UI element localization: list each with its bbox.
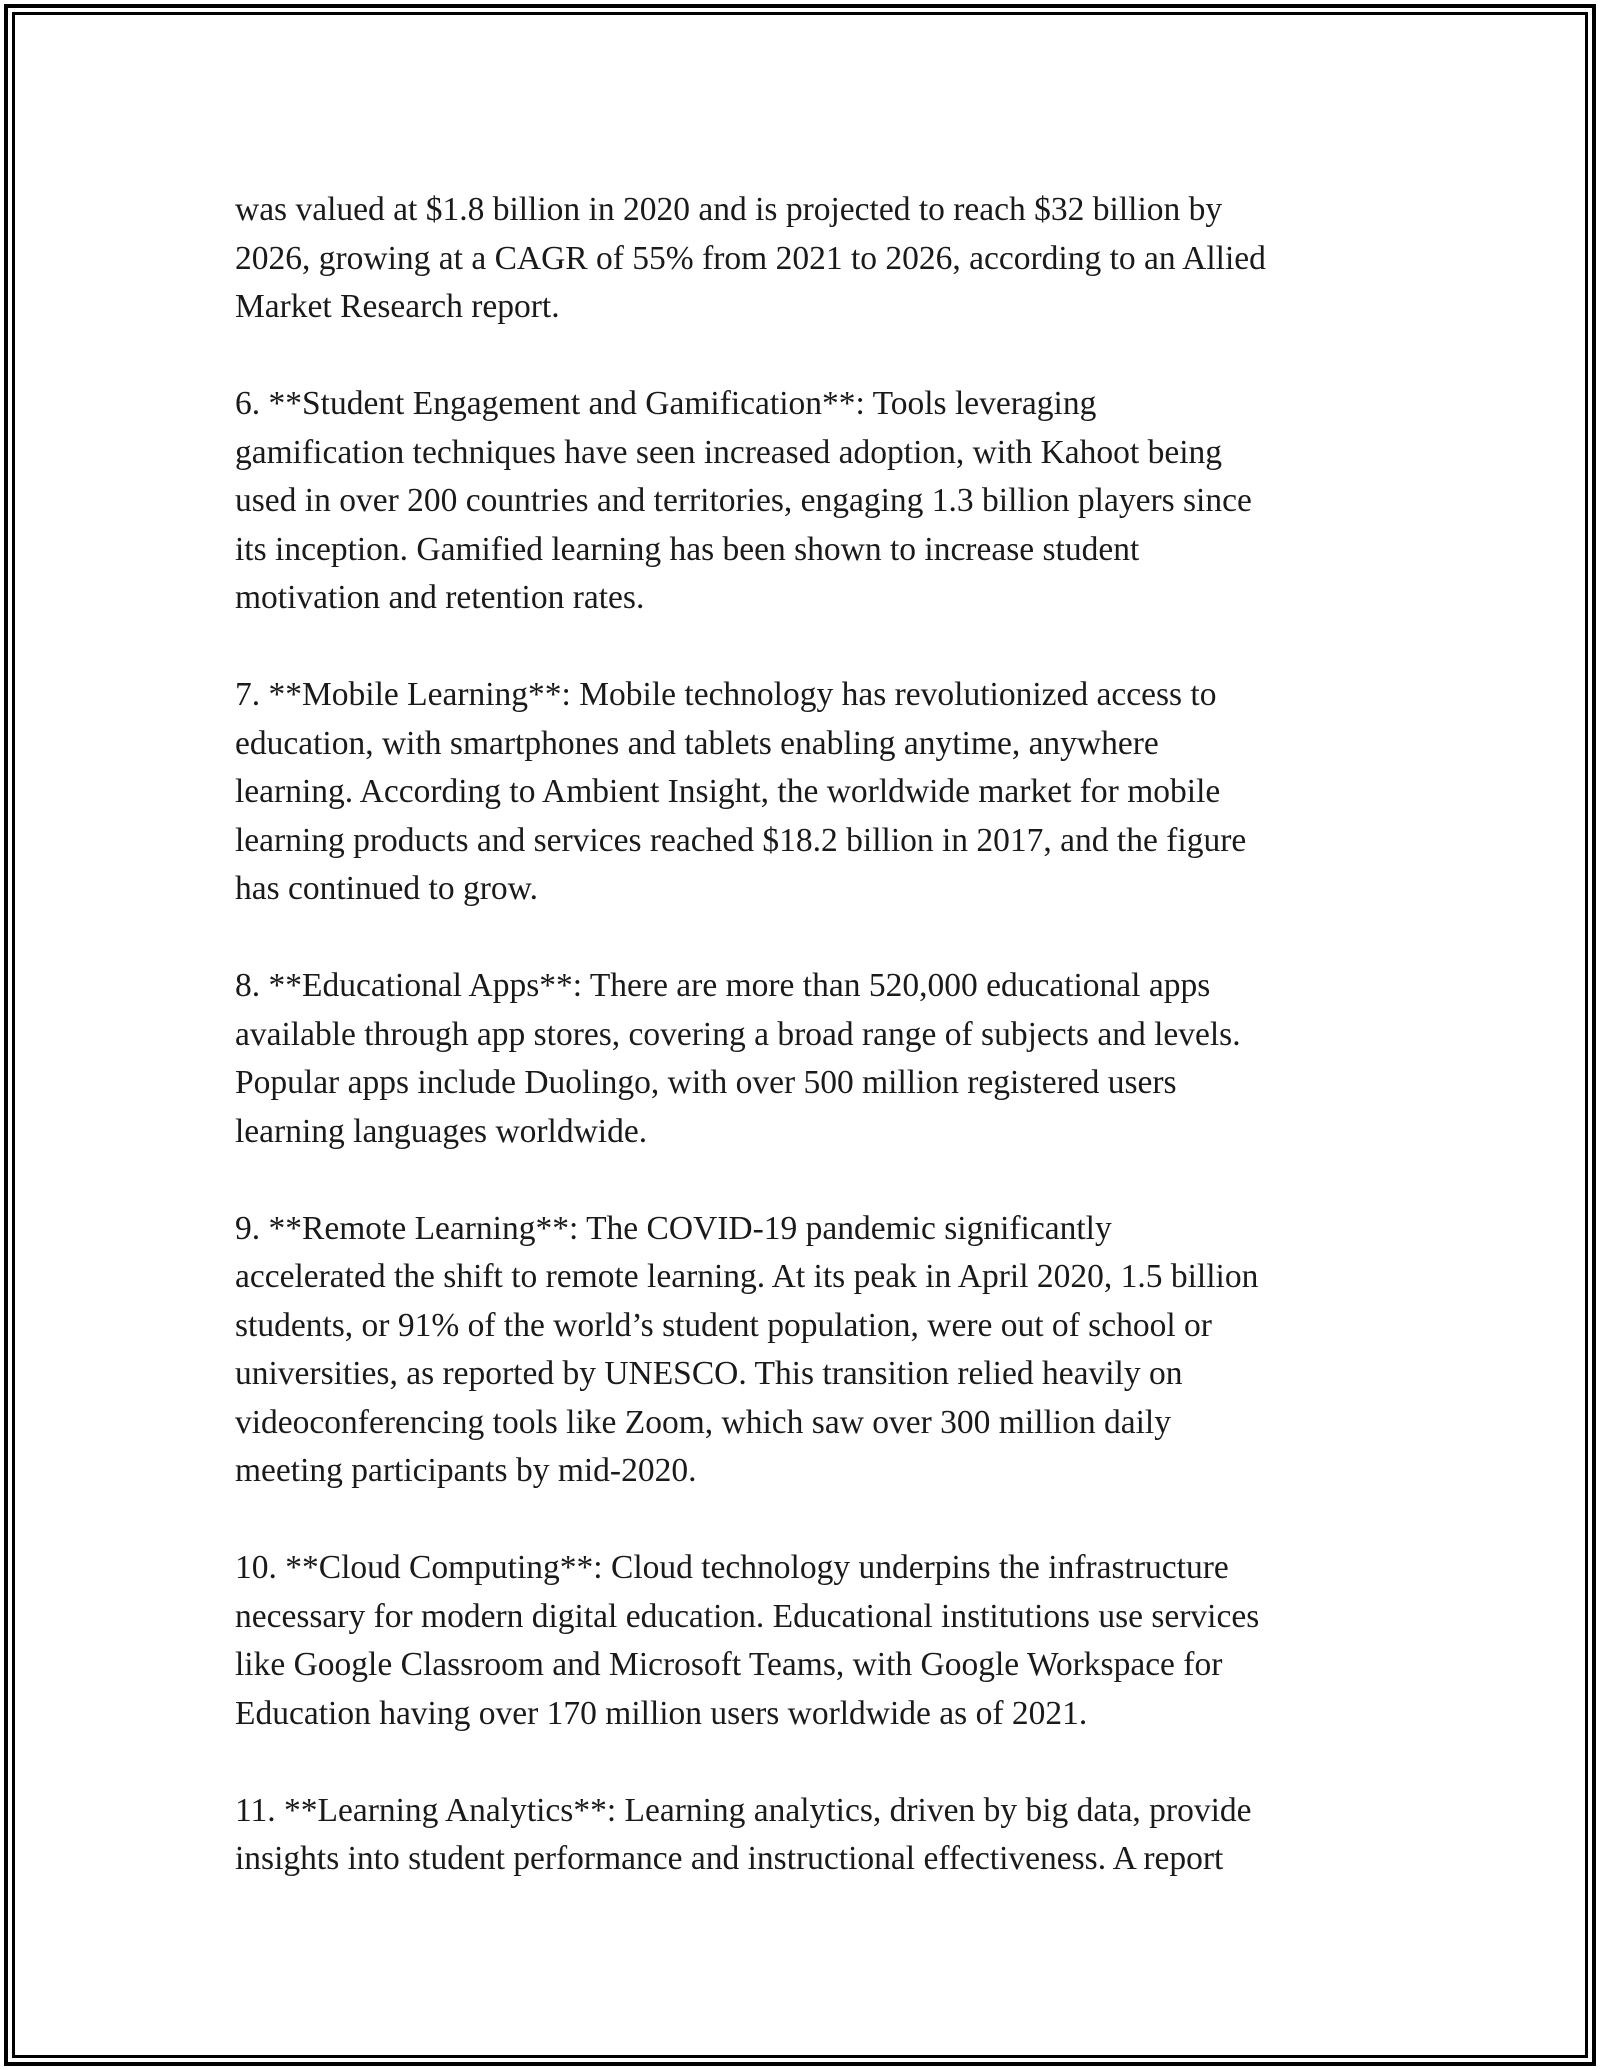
text-line: education, with smartphones and tablets enabling anytime, anywhere: [235, 724, 1159, 762]
paragraph-student-engagement: [235, 380, 1385, 623]
text-line: Education having over 170 million users worldwide as of 2021.: [235, 1694, 1088, 1732]
text-line: Popular apps include Duolingo, with over 500 million registered users: [235, 1064, 1177, 1101]
document-body: [235, 186, 1385, 1932]
text-line: used in over 200 countries and territories, engaging 1.3 billion players since: [235, 482, 1252, 519]
paragraph-remote-learning: [235, 1205, 1385, 1496]
text-line: 9. **Remote Learning**: The COVID-19 pandemic significantly: [235, 1209, 1112, 1247]
text-line: 11. **Learning Analytics**: Learning analytics, driven by big data, provide: [235, 1791, 1252, 1829]
text-line: students, or 91% of the world’s student population, were out of school or: [235, 1306, 1212, 1344]
text-line: motivation and retention rates.: [235, 579, 645, 616]
text-line: like Google Classroom and Microsoft Teams, with Google Workspace for: [235, 1646, 1223, 1683]
text-line: 8. **Educational Apps**: There are more than 520,000 educational apps: [235, 967, 1211, 1004]
text-line: has continued to grow.: [235, 870, 538, 907]
paragraph-educational-apps: [235, 962, 1385, 1156]
text-line: its inception. Gamified learning has been shown to increase student: [235, 530, 1140, 568]
text-line: 2026, growing at a CAGR of 55% from 2021 to 2026, according to an Allied: [235, 239, 1266, 277]
text-line: learning. According to Ambient Insight, the worldwide market for mobile: [235, 773, 1221, 810]
paragraph-learning-analytics: [235, 1787, 1385, 1884]
text-line: 6. **Student Engagement and Gamification**: Tools leveraging: [235, 385, 1097, 422]
text-line: learning languages worldwide.: [235, 1112, 648, 1150]
text-line: learning products and services reached $18.2 billion in 2017, and the figure: [235, 821, 1247, 859]
text-line: videoconferencing tools like Zoom, which saw over 300 million daily: [235, 1403, 1171, 1441]
paragraph-market-intro: [235, 186, 1385, 332]
text-line: was valued at $1.8 billion in 2020 and is projected to reach $32 billion by: [235, 191, 1223, 228]
text-line: 7. **Mobile Learning**: Mobile technology has revolutionized access to: [235, 676, 1217, 713]
paragraph-mobile-learning: [235, 671, 1385, 914]
paragraph-cloud-computing: [235, 1544, 1385, 1738]
text-line: meeting participants by mid-2020.: [235, 1452, 697, 1489]
text-line: accelerated the shift to remote learning. At its peak in April 2020, 1.5 billion: [235, 1258, 1259, 1295]
text-line: insights into student performance and instructional effectiveness. A report: [235, 1840, 1224, 1877]
text-line: gamification techniques have seen increased adoption, with Kahoot being: [235, 433, 1223, 471]
text-line: 10. **Cloud Computing**: Cloud technology underpins the infrastructure: [235, 1549, 1229, 1586]
text-line: Market Research report.: [235, 288, 560, 325]
text-line: necessary for modern digital education. Educational institutions use services: [235, 1597, 1260, 1635]
text-line: universities, as reported by UNESCO. This transition relied heavily on: [235, 1355, 1183, 1392]
text-line: available through app stores, covering a broad range of subjects and levels.: [235, 1015, 1241, 1053]
